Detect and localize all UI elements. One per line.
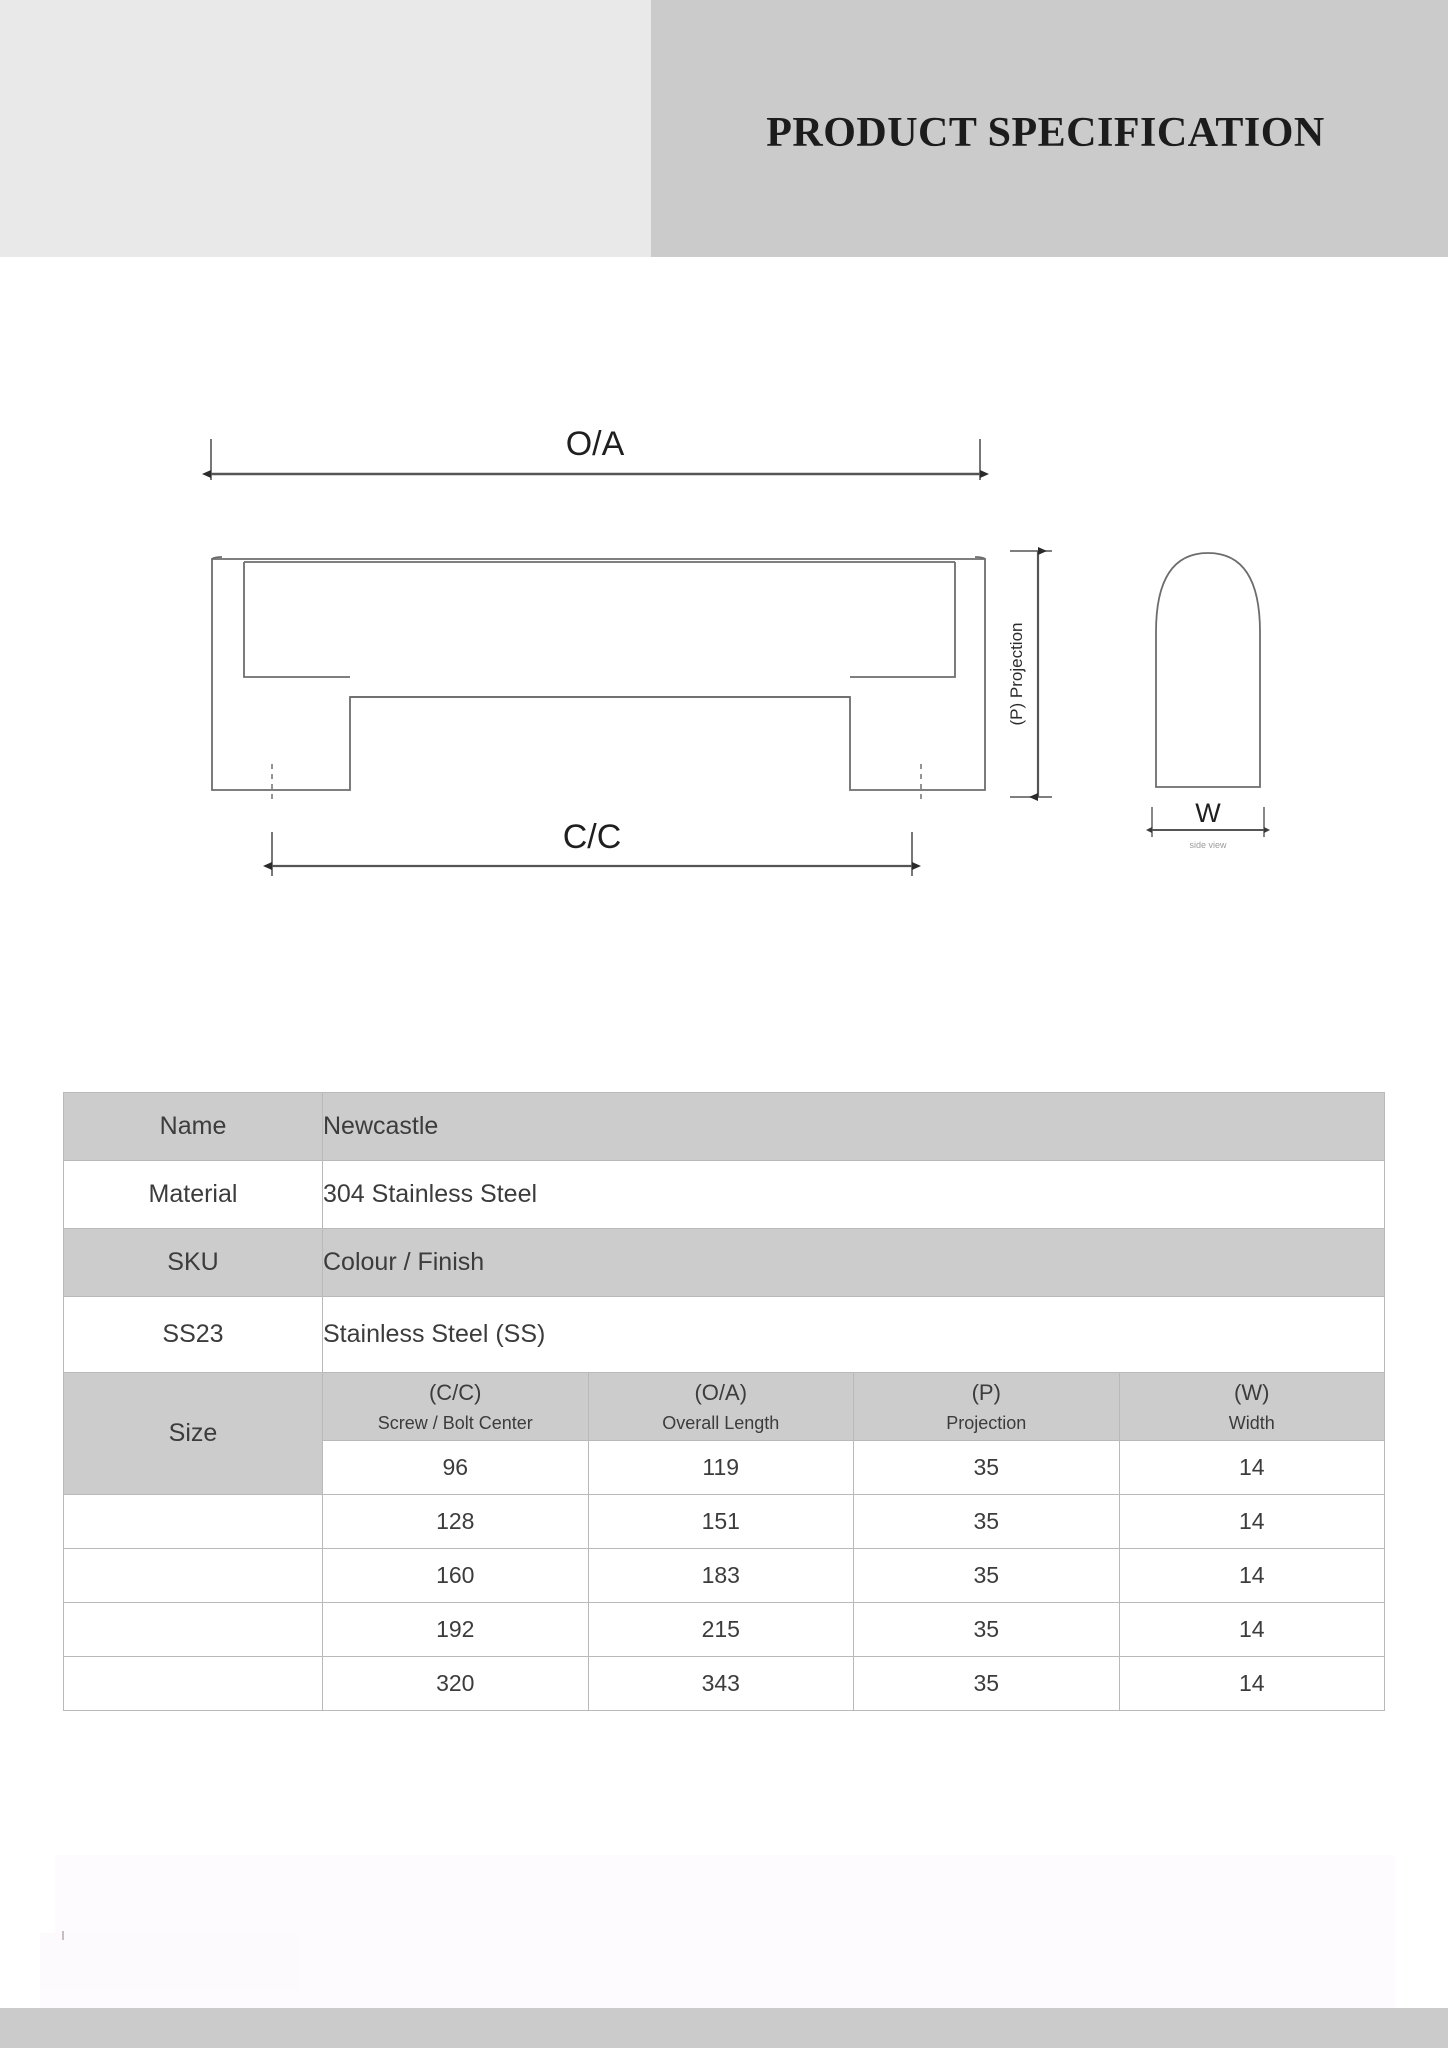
row-value-finish: Stainless Steel (SS) [323, 1297, 1385, 1373]
size-col-name-p: Projection [946, 1412, 1027, 1433]
size-row-spacer [64, 1495, 323, 1549]
size-cell-w: 14 [1119, 1441, 1385, 1495]
size-column-header-p [854, 1373, 1120, 1441]
dimension-center-to-center [272, 818, 912, 876]
size-cell-p: 35 [854, 1441, 1120, 1495]
technical-drawing [0, 257, 1448, 1087]
table-row [64, 1603, 1385, 1657]
dimension-overall-length [211, 425, 980, 480]
table-row [64, 1161, 1385, 1229]
page-header [0, 0, 1448, 257]
size-col-name-w: Width [1228, 1412, 1275, 1433]
handle-front-view [212, 557, 985, 790]
size-cell-w: 14 [1119, 1657, 1385, 1711]
size-col-code-w: (W) [1234, 1379, 1270, 1405]
size-cell-w: 14 [1119, 1495, 1385, 1549]
size-column-header-cc [323, 1373, 589, 1441]
specification-table [63, 1092, 1385, 1711]
row-label-sku-code: SS23 [64, 1297, 323, 1373]
size-cell-p: 35 [854, 1495, 1120, 1549]
footer-band [0, 2008, 1448, 2048]
label-side-view: side view [1189, 840, 1227, 850]
screw-centerlines [272, 764, 921, 802]
row-label-sku: SKU [64, 1229, 323, 1297]
dimension-width [1152, 798, 1264, 850]
label-overall: O/A [565, 425, 625, 463]
label-width: W [1195, 798, 1221, 828]
row-label-material: Material [64, 1161, 323, 1229]
size-col-code-p: (P) [971, 1379, 1001, 1405]
size-cell-cc: 128 [323, 1495, 589, 1549]
size-cell-p: 35 [854, 1603, 1120, 1657]
size-row-spacer [64, 1549, 323, 1603]
header-left-panel [0, 0, 651, 257]
size-col-code-cc: (C/C) [428, 1379, 482, 1405]
handle-side-view [1156, 553, 1260, 787]
size-col-name-cc: Screw / Bolt Center [377, 1412, 533, 1433]
table-row [64, 1229, 1385, 1297]
size-cell-oa: 343 [588, 1657, 854, 1711]
table-row [64, 1093, 1385, 1161]
label-center-to-center: C/C [562, 818, 622, 856]
row-value-sku: Colour / Finish [323, 1229, 1385, 1297]
size-cell-cc: 160 [323, 1549, 589, 1603]
size-cell-oa: 183 [588, 1549, 854, 1603]
size-cell-w: 14 [1119, 1603, 1385, 1657]
table-row [64, 1657, 1385, 1711]
size-cell-cc: 320 [323, 1657, 589, 1711]
table-row [64, 1549, 1385, 1603]
dimension-projection [1007, 551, 1052, 797]
label-projection: (P) Projection [1007, 622, 1026, 726]
placeholder-block-top [55, 1855, 1395, 1883]
size-row-spacer [64, 1603, 323, 1657]
size-cell-oa: 119 [588, 1441, 854, 1495]
page-title: PRODUCT SPECIFICATION [766, 109, 1325, 156]
size-col-code-oa: (O/A) [694, 1379, 748, 1405]
placeholder-tick-mark [62, 1931, 64, 1940]
size-header-row [64, 1373, 1385, 1441]
table-row [64, 1297, 1385, 1373]
size-cell-cc: 192 [323, 1603, 589, 1657]
size-cell-p: 35 [854, 1549, 1120, 1603]
size-column-header-w [1119, 1373, 1385, 1441]
row-value-name: Newcastle [323, 1093, 1385, 1161]
size-cell-w: 14 [1119, 1549, 1385, 1603]
size-cell-cc: 96 [323, 1441, 589, 1495]
size-col-name-oa: Overall Length [662, 1412, 780, 1433]
size-cell-p: 35 [854, 1657, 1120, 1711]
size-cell-oa: 215 [588, 1603, 854, 1657]
row-label-name: Name [64, 1093, 323, 1161]
size-column-header-oa [588, 1373, 854, 1441]
size-row-spacer [64, 1657, 323, 1711]
size-cell-oa: 151 [588, 1495, 854, 1549]
table-row [64, 1495, 1385, 1549]
row-label-size: Size [64, 1373, 323, 1495]
row-value-material: 304 Stainless Steel [323, 1161, 1385, 1229]
